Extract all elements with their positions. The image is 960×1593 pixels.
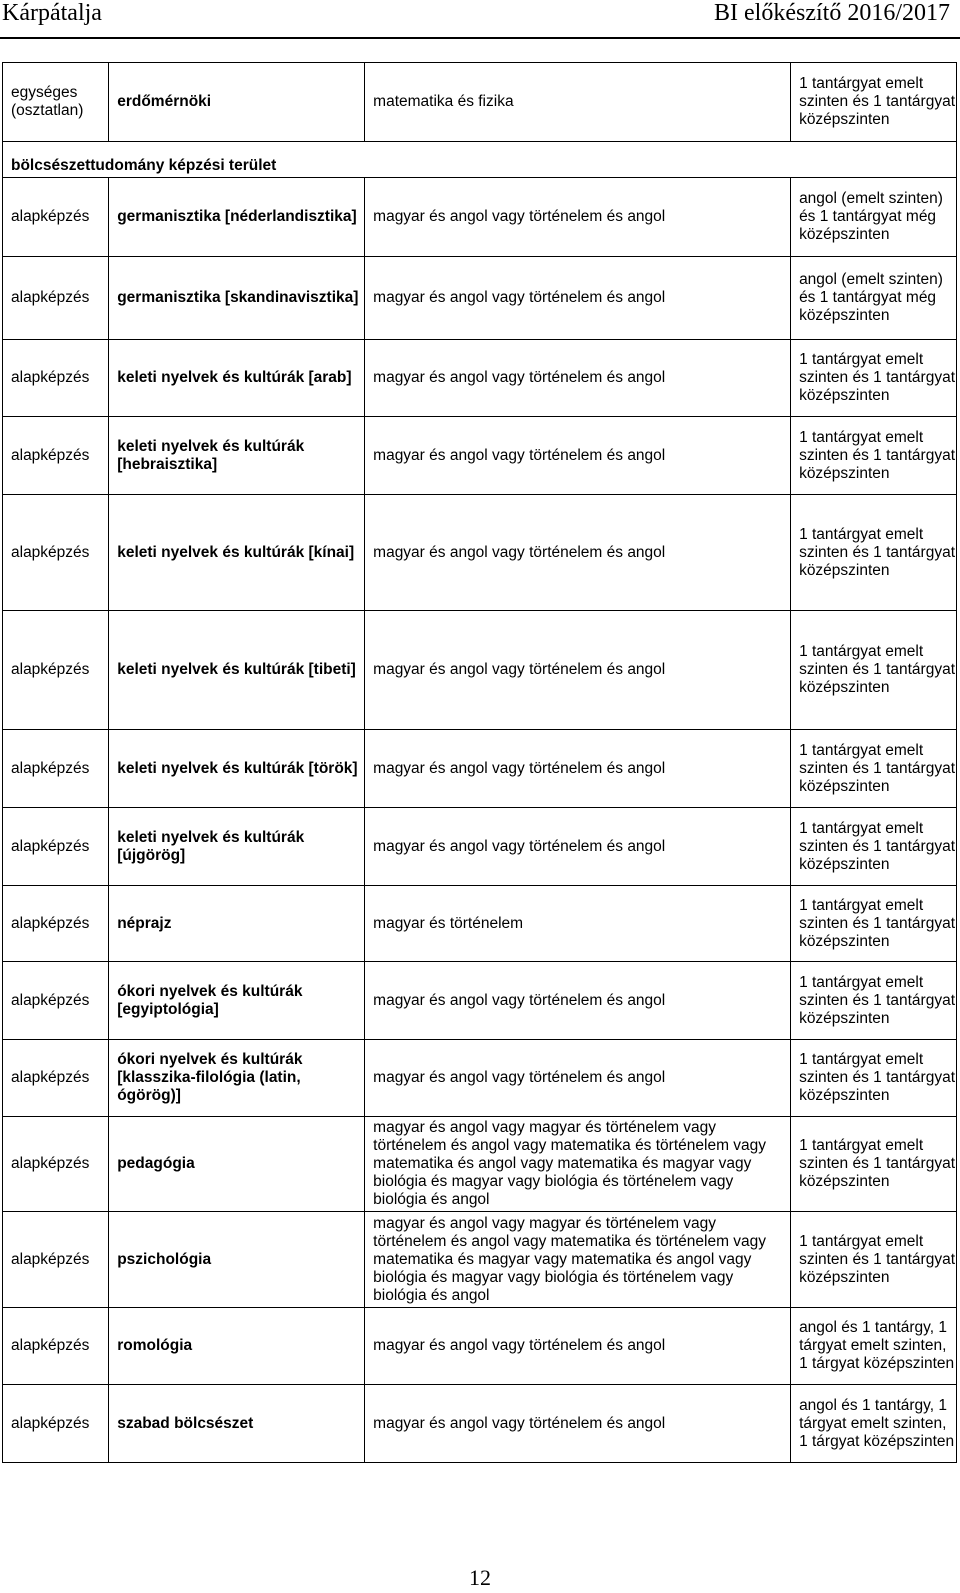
page-number: 12 [469, 1565, 491, 1590]
cell-program: keleti nyelvek és kultúrák [hebraisztika] [109, 417, 365, 495]
cell-subjects: magyar és angol vagy történelem és angol [365, 1385, 791, 1463]
admission-table [2, 62, 957, 1463]
cell-type: alapképzés [3, 340, 109, 417]
cell-program: keleti nyelvek és kultúrák [újgörög] [109, 808, 365, 886]
cell-level: 1 tantárgyat emelt szinten és 1 tantárgyat középszinten [791, 1117, 957, 1212]
header-course: BI előkészítő 2016/2017 [714, 0, 950, 26]
cell-level: 1 tantárgyat emelt szinten és 1 tantárgyat középszinten [791, 886, 957, 962]
cell-level: 1 tantárgyat emelt szinten és 1 tantárgyat középszinten [791, 417, 957, 495]
table-row [3, 1385, 957, 1463]
cell-program: germanisztika [néderlandisztika] [109, 178, 365, 257]
cell-type: alapképzés [3, 495, 109, 611]
table-row [3, 1212, 957, 1308]
cell-level: angol (emelt szinten) és 1 tantárgyat még középszinten [791, 178, 957, 257]
cell-subjects: matematika és fizika [365, 63, 791, 142]
section-row [3, 142, 957, 178]
cell-level: angol és 1 tantárgy, 1 tárgyat emelt szinten, 1 tárgyat középszinten [791, 1308, 957, 1385]
cell-subjects: magyar és történelem [365, 886, 791, 962]
cell-subjects: magyar és angol vagy történelem és angol [365, 962, 791, 1040]
cell-type: alapképzés [3, 730, 109, 808]
cell-level: 1 tantárgyat emelt szinten és 1 tantárgyat középszinten [791, 808, 957, 886]
table-row [3, 886, 957, 962]
cell-type: alapképzés [3, 808, 109, 886]
cell-program: pszichológia [109, 1212, 365, 1308]
cell-program: ókori nyelvek és kultúrák [klasszika-filológia (latin, ógörög)] [109, 1040, 365, 1117]
cell-level: 1 tantárgyat emelt szinten és 1 tantárgyat középszinten [791, 962, 957, 1040]
table-row [3, 611, 957, 730]
table-row [3, 495, 957, 611]
section-title: bölcsészettudomány képzési terület [3, 142, 957, 178]
cell-program: germanisztika [skandinavisztika] [109, 257, 365, 340]
cell-subjects: magyar és angol vagy történelem és angol [365, 257, 791, 340]
cell-program: pedagógia [109, 1117, 365, 1212]
cell-level: 1 tantárgyat emelt szinten és 1 tantárgyat középszinten [791, 63, 957, 142]
table-row [3, 1308, 957, 1385]
cell-level: 1 tantárgyat emelt szinten és 1 tantárgyat középszinten [791, 1212, 957, 1308]
cell-subjects: magyar és angol vagy történelem és angol [365, 611, 791, 730]
table-row [3, 340, 957, 417]
cell-subjects: magyar és angol vagy történelem és angol [365, 730, 791, 808]
cell-subjects: magyar és angol vagy magyar és történelem vagy történelem és angol vagy matematika és történelem vagy matematika és angol vagy matematika és magyar vagy biológia és magyar vagy biológia és történelem vagy biológia és angol [365, 1117, 791, 1212]
cell-program: szabad bölcsészet [109, 1385, 365, 1463]
cell-subjects: magyar és angol vagy történelem és angol [365, 340, 791, 417]
table-row [3, 1040, 957, 1117]
cell-type: alapképzés [3, 1308, 109, 1385]
table-row [3, 730, 957, 808]
cell-type: alapképzés [3, 417, 109, 495]
cell-subjects: magyar és angol vagy történelem és angol [365, 417, 791, 495]
cell-program: ókori nyelvek és kultúrák [egyiptológia] [109, 962, 365, 1040]
header-rule [0, 37, 960, 39]
cell-type: alapképzés [3, 257, 109, 340]
cell-subjects: magyar és angol vagy történelem és angol [365, 178, 791, 257]
cell-type: alapképzés [3, 1040, 109, 1117]
cell-type: alapképzés [3, 962, 109, 1040]
table-row [3, 417, 957, 495]
cell-type: alapképzés [3, 886, 109, 962]
cell-program: keleti nyelvek és kultúrák [török] [109, 730, 365, 808]
table-row [3, 962, 957, 1040]
table-row [3, 63, 957, 142]
cell-type: alapképzés [3, 1385, 109, 1463]
cell-level: angol és 1 tantárgy, 1 tárgyat emelt szinten, 1 tárgyat középszinten [791, 1385, 957, 1463]
cell-program: erdőmérnöki [109, 63, 365, 142]
cell-type: alapképzés [3, 611, 109, 730]
cell-program: keleti nyelvek és kultúrák [arab] [109, 340, 365, 417]
table-row [3, 1117, 957, 1212]
cell-program: romológia [109, 1308, 365, 1385]
table-row [3, 808, 957, 886]
cell-program: keleti nyelvek és kultúrák [tibeti] [109, 611, 365, 730]
page-header [0, 0, 960, 36]
cell-type: alapképzés [3, 178, 109, 257]
cell-type: alapképzés [3, 1212, 109, 1308]
cell-subjects: magyar és angol vagy történelem és angol [365, 1308, 791, 1385]
cell-program: néprajz [109, 886, 365, 962]
cell-level: angol (emelt szinten) és 1 tantárgyat még középszinten [791, 257, 957, 340]
cell-subjects: magyar és angol vagy történelem és angol [365, 1040, 791, 1117]
cell-subjects: magyar és angol vagy magyar és történelem vagy történelem és angol vagy matematika és történelem vagy matematika és magyar vagy matematika és angol vagy biológia és magyar vagy biológia és történelem vagy biológia és angol [365, 1212, 791, 1308]
cell-type: alapképzés [3, 1117, 109, 1212]
header-region: Kárpátalja [2, 0, 102, 26]
cell-level: 1 tantárgyat emelt szinten és 1 tantárgyat középszinten [791, 495, 957, 611]
cell-program: keleti nyelvek és kultúrák [kínai] [109, 495, 365, 611]
cell-level: 1 tantárgyat emelt szinten és 1 tantárgyat középszinten [791, 1040, 957, 1117]
cell-level: 1 tantárgyat emelt szinten és 1 tantárgyat középszinten [791, 340, 957, 417]
table-row [3, 257, 957, 340]
table-row [3, 178, 957, 257]
cell-level: 1 tantárgyat emelt szinten és 1 tantárgyat középszinten [791, 611, 957, 730]
cell-type: egységes (osztatlan) [3, 63, 109, 142]
cell-subjects: magyar és angol vagy történelem és angol [365, 808, 791, 886]
cell-level: 1 tantárgyat emelt szinten és 1 tantárgyat középszinten [791, 730, 957, 808]
cell-subjects: magyar és angol vagy történelem és angol [365, 495, 791, 611]
